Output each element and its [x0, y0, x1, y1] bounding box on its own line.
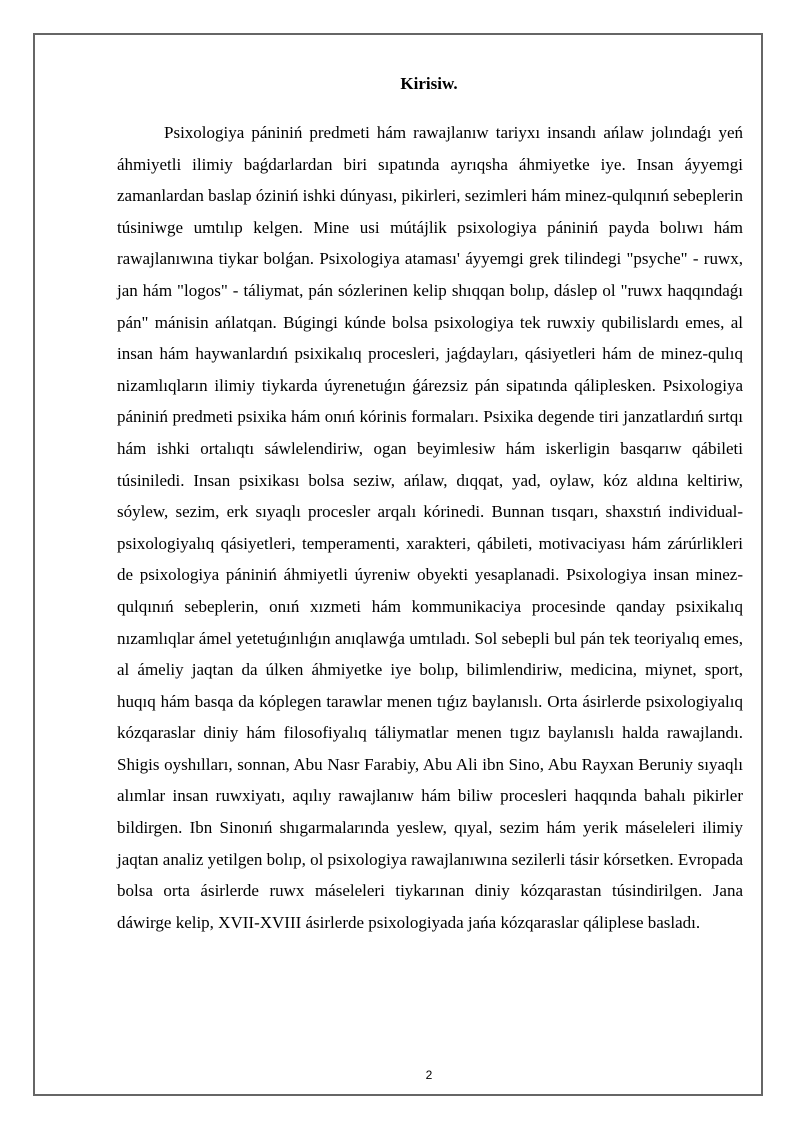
body-paragraph: Psixologiya pániniń predmeti hám rawajlanıw tariyxı insandı ańlaw jolındaǵı yeń áhmiyetli ilimiy baǵdarlardan biri sıpatında ayrıqsha áhmiyetke iye. Insan áyyemgi zamanlardan baslap óziniń ishki dúnyası, pikirleri, sezimleri hám minez-qulqınıń sebeplerin túsiniwge umtılıp kelgen. Mine usi mútájlik psixologiya pániniń payda bolıwı hám rawajlanıwına tiykar bolǵan. Psixologiya ataması' áyyemgi grek tilindegi "psyche" - ruwx, jan hám "logos" - táliymat, pán sózlerinen kelip shıqqan bolıp, dáslep ol "ruwx haqqındaǵı pán" mánisin ańlatqan. Búgingi kúnde bolsa psixologiya tek ruwxiy qubilislardı emes, al insan hám haywanlardıń psixikalıq procesleri, jaǵdayları, qásiyetleri hám de minez-qulıq nizamlıqların ilimiy tiykarda úyrenetuǵın ǵárezsiz pán sipatında qáliplesken. Psixologiya pániniń predmeti psixika hám onıń kórinis formaları. Psixika degende tiri janzatlardıń sırtqı hám ishki ortalıqtı sáwlelendiriw, ogan beyimlesiw hám iskerligin basqarıw qábileti túsiniledi. Insan psixikası bolsa seziw, ańlaw, dıqqat, yad, oylaw, kóz aldına keltiriw, sóylew, sezim, erk sıyaqlı procesler arqalı kórinedi. Bunnan tısqarı, shaxstıń individual-psixologiyalıq qásiyetleri, temperamenti, xarakteri, qábileti, motivaciyası hám zárúrlikleri de psixologiya pániniń áhmiyetli úyreniw obyekti yesaplanadi. Psixologiya insan minez-qulqınıń sebeplerin, onıń xızmeti hám kommunikaciya procesinde qanday psixikalıq nızamlıqlar ámel yetetuǵınlıǵın anıqlawǵa umtıladı. Sol sebepli bul pán tek teoriyalıq emes, al ámeliy jaqtan da úlken áhmiyetke iye bolıp, bilimlendiriw, medicina, miynet, sport, huqıq hám basqa da kóplegen tarawlar menen tıǵız baylanıslı. Orta ásirlerde psixologiyalıq kózqaraslar diniy hám filosofiyalıq táliymatlar menen tıgız baylanıslı halda rawajlandı. Shigis oyshılları, sonnan, Abu Nasr Farabiy, Abu Ali ibn Sino, Abu Rayxan Beruniy sıyaqlı alımlar insan ruwxiyatı, aqılıy rawajlanıw hám biliw procesleri haqqında bahalı pikirler bildirgen. Ibn Sinonıń shıgarmalarında yeslew, qıyal, sezim hám yerik máseleleri ilimiy jaqtan analiz yetilgen bolıp, ol psixologiya rawajlanıwına sezilerli tásir kórsetken. Evropada bolsa orta ásirlerde ruwx máseleleri tiykarınan diniy kózqarastan túsindirilgen. Jana dáwirge kelip, XVII-XVIII ásirlerde psixologiyada jańa kózqaraslar qáliplese basladı.: [117, 123, 743, 932]
page-number: 2: [425, 1068, 433, 1082]
page-title: Kirisiw.: [400, 74, 458, 93]
